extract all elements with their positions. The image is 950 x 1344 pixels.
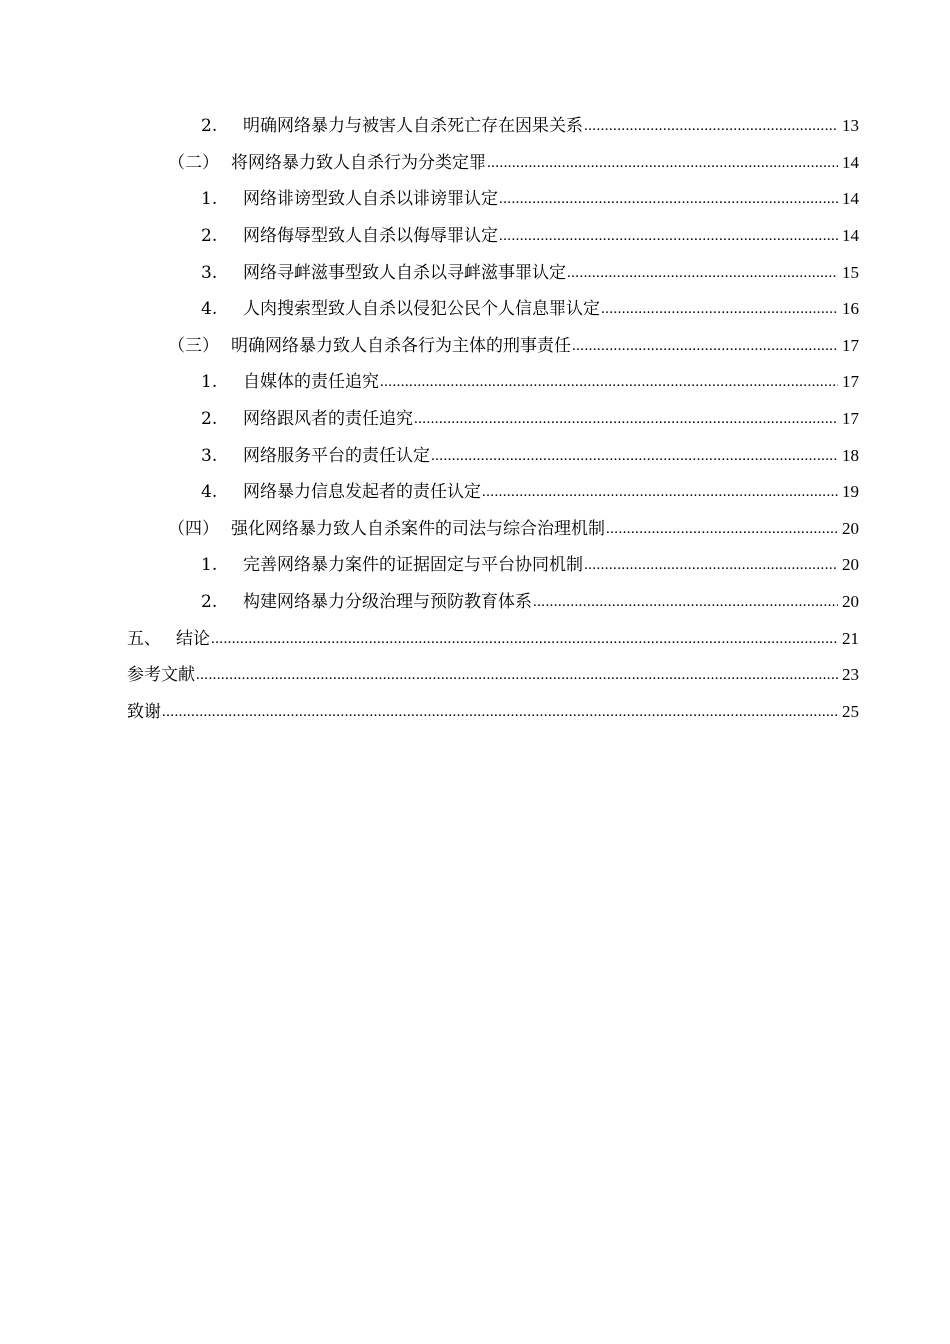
toc-entry[interactable] <box>0 401 950 438</box>
dot-leader <box>584 555 838 575</box>
dot-leader <box>162 702 838 722</box>
toc-entry-title: 网络服务平台的责任认定 <box>243 445 430 466</box>
toc-entry-number: 2. <box>201 226 218 247</box>
dot-leader <box>196 665 838 685</box>
toc-entry[interactable] <box>0 108 950 145</box>
toc-entry[interactable] <box>0 437 950 474</box>
toc-entry[interactable] <box>0 364 950 401</box>
toc-entry-title: 明确网络暴力致人自杀各行为主体的刑事责任 <box>231 335 571 356</box>
toc-entry-title: 完善网络暴力案件的证据固定与平台协同机制 <box>243 555 583 576</box>
toc-entry-page: 21 <box>842 628 859 648</box>
toc-entry-number: （二） <box>168 152 219 173</box>
toc-entry-page: 16 <box>842 299 859 319</box>
dot-leader <box>431 446 838 466</box>
toc-entry-number: 1. <box>201 555 218 576</box>
toc-entry-title: 参考文献 <box>127 665 195 686</box>
dot-leader <box>499 189 838 209</box>
table-of-contents <box>0 108 950 730</box>
toc-entry-page: 13 <box>842 116 859 136</box>
dot-leader <box>380 372 838 392</box>
toc-entry-title: 网络侮辱型致人自杀以侮辱罪认定 <box>243 226 498 247</box>
toc-entry-title: 构建网络暴力分级治理与预防教育体系 <box>243 592 532 613</box>
toc-entry-number: 1. <box>201 372 218 393</box>
toc-entry-title: 网络诽谤型致人自杀以诽谤罪认定 <box>243 189 498 210</box>
toc-entry[interactable] <box>0 328 950 365</box>
dot-leader <box>482 482 838 502</box>
toc-entry-number: 4. <box>201 482 218 503</box>
toc-entry-number: 3. <box>201 445 218 466</box>
toc-entry[interactable] <box>0 218 950 255</box>
dot-leader <box>533 592 838 612</box>
toc-entry-page: 15 <box>842 262 859 282</box>
toc-entry-number: （三） <box>168 335 219 356</box>
toc-entry-title: 网络跟风者的责任追究 <box>243 409 413 430</box>
toc-entry-number: 五、 <box>127 628 161 649</box>
dot-leader <box>584 116 838 136</box>
toc-entry-title: 将网络暴力致人自杀行为分类定罪 <box>231 152 486 173</box>
toc-entry-number: 3. <box>201 262 218 283</box>
toc-entry[interactable] <box>0 474 950 511</box>
toc-entry-title: 致谢 <box>127 701 161 722</box>
toc-entry-title: 网络寻衅滋事型致人自杀以寻衅滋事罪认定 <box>243 262 566 283</box>
toc-entry-title: 结论 <box>176 628 210 649</box>
dot-leader <box>606 519 838 539</box>
toc-entry-page: 23 <box>842 665 859 685</box>
dot-leader <box>601 299 838 319</box>
toc-entry-title: 自媒体的责任追究 <box>243 372 379 393</box>
toc-entry-page: 14 <box>842 189 859 209</box>
toc-entry[interactable] <box>0 694 950 731</box>
dot-leader <box>567 263 838 283</box>
toc-entry[interactable] <box>0 511 950 548</box>
toc-entry-title: 人肉搜索型致人自杀以侵犯公民个人信息罪认定 <box>243 299 600 320</box>
toc-entry-page: 17 <box>842 372 859 392</box>
toc-entry-page: 20 <box>842 592 859 612</box>
dot-leader <box>499 226 838 246</box>
toc-entry-title: 明确网络暴力与被害人自杀死亡存在因果关系 <box>243 116 583 137</box>
toc-entry[interactable] <box>0 181 950 218</box>
toc-entry-page: 17 <box>842 335 859 355</box>
dot-leader <box>487 153 838 173</box>
toc-entry[interactable] <box>0 584 950 621</box>
toc-entry-number: 1. <box>201 189 218 210</box>
toc-entry-number: 2. <box>201 116 218 137</box>
toc-entry[interactable] <box>0 620 950 657</box>
toc-entry-page: 20 <box>842 555 859 575</box>
toc-entry-number: （四） <box>168 518 219 539</box>
toc-entry-page: 25 <box>842 701 859 721</box>
toc-entry-page: 18 <box>842 445 859 465</box>
toc-entry-page: 17 <box>842 409 859 429</box>
toc-entry-number: 2. <box>201 592 218 613</box>
toc-entry[interactable] <box>0 145 950 182</box>
toc-entry-page: 19 <box>842 482 859 502</box>
toc-entry-page: 14 <box>842 152 859 172</box>
toc-entry-title: 网络暴力信息发起者的责任认定 <box>243 482 481 503</box>
toc-entry-page: 14 <box>842 226 859 246</box>
toc-entry[interactable] <box>0 254 950 291</box>
toc-entry-number: 2. <box>201 409 218 430</box>
toc-entry[interactable] <box>0 291 950 328</box>
dot-leader <box>414 409 838 429</box>
dot-leader <box>572 336 838 356</box>
toc-entry[interactable] <box>0 547 950 584</box>
toc-entry-number: 4. <box>201 299 218 320</box>
dot-leader <box>211 629 838 649</box>
toc-entry[interactable] <box>0 657 950 694</box>
toc-entry-page: 20 <box>842 518 859 538</box>
toc-entry-title: 强化网络暴力致人自杀案件的司法与综合治理机制 <box>231 518 605 539</box>
